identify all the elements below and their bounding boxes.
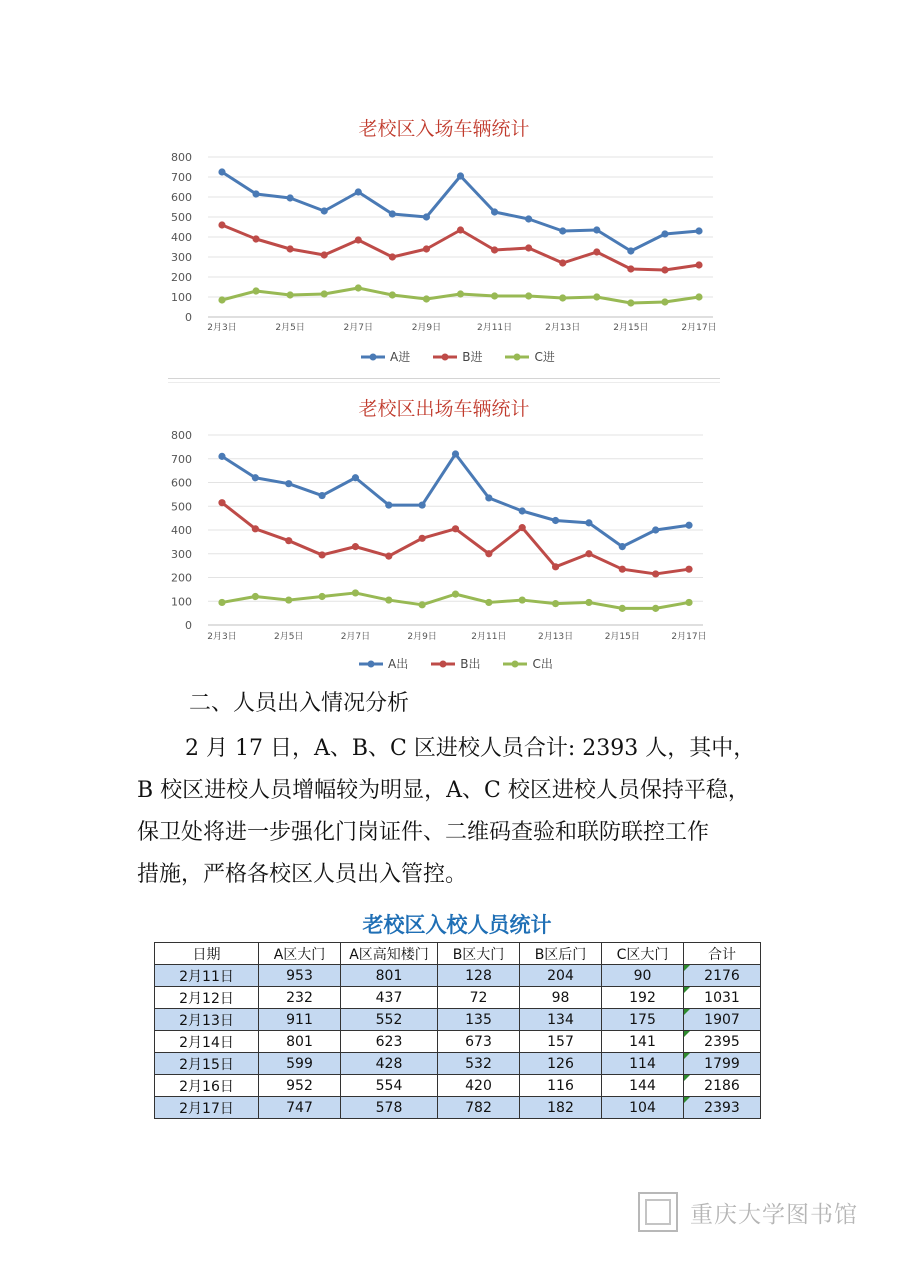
data-point: [385, 596, 392, 603]
legend-item: [430, 655, 480, 672]
data-point: [321, 207, 328, 214]
column-header: 日期: [155, 943, 259, 965]
table-row: [155, 987, 761, 1009]
total-cell: 1907: [684, 1009, 761, 1031]
data-point: [619, 605, 626, 612]
data-point: [685, 566, 692, 573]
count-cell: 175: [602, 1009, 684, 1031]
x-tick-label: 2月17日: [681, 323, 717, 333]
x-tick-label: 2月7日: [340, 632, 371, 642]
data-point: [485, 494, 492, 501]
data-point: [252, 235, 259, 242]
data-point: [423, 295, 430, 302]
x-tick-label: 2月9日: [411, 323, 442, 333]
count-cell: 141: [602, 1031, 684, 1053]
y-tick-label: 200: [171, 571, 192, 585]
data-point: [389, 210, 396, 217]
column-header: A区高知楼门: [341, 943, 438, 965]
column-header: 合计: [684, 943, 761, 965]
count-cell: 782: [438, 1097, 520, 1119]
data-point: [252, 525, 259, 532]
count-cell: 420: [438, 1075, 520, 1097]
data-point: [423, 245, 430, 252]
paragraph-line: 2 月 17 日，A、B、C 区进校人员合计: 2393 人，其中，: [185, 736, 756, 761]
data-point: [685, 599, 692, 606]
count-cell: 90: [602, 965, 684, 987]
y-tick-label: 300: [171, 251, 192, 264]
data-point: [419, 501, 426, 508]
data-point: [485, 599, 492, 606]
data-point: [287, 291, 294, 298]
data-point: [389, 291, 396, 298]
data-point: [352, 543, 359, 550]
data-point: [695, 293, 702, 300]
count-cell: 801: [341, 965, 438, 987]
count-cell: 72: [438, 987, 520, 1009]
data-point: [661, 298, 668, 305]
count-cell: 128: [438, 965, 520, 987]
legend-marker: [504, 352, 530, 362]
y-tick-label: 400: [171, 524, 192, 537]
data-point: [218, 168, 225, 175]
data-point: [452, 450, 459, 457]
count-cell: 134: [520, 1009, 602, 1031]
data-point: [218, 453, 225, 460]
table-row: [155, 1009, 761, 1031]
data-point: [685, 522, 692, 529]
y-tick-label: 500: [171, 211, 192, 224]
table-row: [155, 1053, 761, 1075]
table-row: [155, 965, 761, 987]
x-tick-label: 2月15日: [613, 323, 649, 333]
data-point: [321, 290, 328, 297]
data-point: [321, 251, 328, 258]
count-cell: 532: [438, 1053, 520, 1075]
chart-title: 老校区出场车辆统计: [358, 398, 530, 420]
data-point: [593, 248, 600, 255]
chart-legend: [358, 655, 553, 672]
data-point: [627, 265, 634, 272]
date-cell: 2月16日: [155, 1075, 259, 1097]
total-cell: 2176: [684, 965, 761, 987]
count-cell: 953: [259, 965, 341, 987]
x-tick-label: 2月3日: [207, 632, 237, 642]
data-point: [559, 227, 566, 234]
data-point: [218, 499, 225, 506]
exit-vehicle-chart: [168, 388, 720, 678]
legend-item: [358, 655, 408, 672]
chart-plot: [168, 422, 720, 677]
library-seal-icon: [638, 1192, 678, 1232]
y-tick-label: 800: [171, 151, 192, 164]
count-cell: 114: [602, 1053, 684, 1075]
count-cell: 428: [341, 1053, 438, 1075]
count-cell: 552: [341, 1009, 438, 1031]
count-cell: 104: [602, 1097, 684, 1119]
data-point: [419, 535, 426, 542]
legend-marker: [432, 352, 458, 362]
total-cell: 2393: [684, 1097, 761, 1119]
legend-label: C进: [534, 350, 555, 364]
data-point: [218, 599, 225, 606]
data-point: [218, 296, 225, 303]
count-cell: 126: [520, 1053, 602, 1075]
count-cell: 801: [259, 1031, 341, 1053]
data-point: [389, 253, 396, 260]
data-point: [661, 230, 668, 237]
count-cell: 673: [438, 1031, 520, 1053]
data-point: [252, 474, 259, 481]
date-cell: 2月15日: [155, 1053, 259, 1075]
chart-title: 老校区入场车辆统计: [358, 118, 530, 140]
data-point: [285, 537, 292, 544]
data-point: [491, 208, 498, 215]
date-cell: 2月11日: [155, 965, 259, 987]
y-tick-label: 700: [171, 452, 192, 466]
data-point: [552, 600, 559, 607]
x-tick-label: 2月9日: [407, 632, 437, 642]
data-point: [287, 194, 294, 201]
date-cell: 2月12日: [155, 987, 259, 1009]
library-logo: [638, 1192, 858, 1232]
data-point: [423, 213, 430, 220]
x-tick-label: 2月13日: [545, 323, 581, 333]
data-point: [593, 293, 600, 300]
data-point: [385, 553, 392, 560]
paragraph-line: B 校区进校人员增幅较为明显，A、C 校区进校人员保持平稳，: [137, 778, 750, 803]
data-point: [252, 593, 259, 600]
logo-text: 重庆大学图书馆: [690, 1201, 858, 1228]
data-point: [352, 589, 359, 596]
data-point: [252, 287, 259, 294]
data-point: [525, 215, 532, 222]
table-row: [155, 1097, 761, 1119]
data-point: [585, 550, 592, 557]
legend-marker: [430, 659, 456, 669]
section-heading: 二、人员出入情况分析: [189, 691, 410, 716]
series-line: [222, 503, 689, 574]
data-point: [385, 501, 392, 508]
data-point: [552, 563, 559, 570]
count-cell: 98: [520, 987, 602, 1009]
count-cell: 157: [520, 1031, 602, 1053]
legend-marker: [502, 659, 528, 669]
data-point: [652, 605, 659, 612]
data-point: [452, 525, 459, 532]
data-point: [652, 570, 659, 577]
count-cell: 116: [520, 1075, 602, 1097]
data-point: [619, 543, 626, 550]
y-tick-label: 0: [185, 619, 192, 632]
count-cell: 578: [341, 1097, 438, 1119]
data-point: [218, 221, 225, 228]
count-cell: 952: [259, 1075, 341, 1097]
x-tick-label: 2月5日: [275, 323, 305, 333]
data-point: [457, 172, 464, 179]
count-cell: 232: [259, 987, 341, 1009]
legend-item: [504, 348, 554, 365]
data-point: [285, 480, 292, 487]
table-title: 老校区入校人员统计: [362, 913, 552, 937]
data-point: [627, 299, 634, 306]
count-cell: 204: [520, 965, 602, 987]
x-tick-label: 2月15日: [604, 632, 640, 642]
data-point: [352, 474, 359, 481]
data-point: [652, 526, 659, 533]
data-point: [661, 266, 668, 273]
analysis-paragraph: [137, 728, 787, 896]
legend-label: B进: [462, 350, 483, 364]
personnel-grid: [154, 942, 761, 1119]
y-tick-label: 800: [171, 429, 192, 442]
legend-item: [360, 348, 410, 365]
count-cell: 911: [259, 1009, 341, 1031]
y-tick-label: 0: [185, 311, 192, 324]
data-point: [619, 566, 626, 573]
y-tick-label: 700: [171, 171, 192, 184]
data-point: [287, 245, 294, 252]
y-tick-label: 100: [171, 291, 192, 304]
table-row: [155, 1075, 761, 1097]
data-point: [318, 492, 325, 499]
data-point: [552, 517, 559, 524]
legend-marker: [358, 659, 384, 669]
data-point: [559, 294, 566, 301]
column-header: A区大门: [259, 943, 341, 965]
data-point: [419, 601, 426, 608]
x-tick-label: 2月5日: [273, 632, 304, 642]
x-tick-label: 2月7日: [343, 323, 374, 333]
count-cell: 554: [341, 1075, 438, 1097]
legend-marker: [360, 352, 386, 362]
legend-label: B出: [460, 657, 481, 671]
count-cell: 182: [520, 1097, 602, 1119]
data-point: [491, 246, 498, 253]
data-point: [457, 226, 464, 233]
count-cell: 623: [341, 1031, 438, 1053]
x-tick-label: 2月17日: [671, 632, 707, 642]
data-point: [695, 261, 702, 268]
data-point: [457, 290, 464, 297]
table-header-row: [155, 943, 761, 965]
data-point: [318, 593, 325, 600]
y-tick-label: 400: [171, 231, 192, 244]
data-point: [355, 188, 362, 195]
legend-label: C出: [532, 657, 553, 671]
data-point: [627, 247, 634, 254]
data-point: [355, 284, 362, 291]
count-cell: 747: [259, 1097, 341, 1119]
column-header: B区大门: [438, 943, 520, 965]
count-cell: 135: [438, 1009, 520, 1031]
data-point: [519, 507, 526, 514]
total-cell: 1799: [684, 1053, 761, 1075]
y-tick-label: 600: [171, 191, 192, 204]
paragraph-line: 措施，严格各校区人员出入管控。: [137, 862, 468, 887]
count-cell: 192: [602, 987, 684, 1009]
legend-item: [432, 348, 482, 365]
x-tick-label: 2月13日: [537, 632, 574, 642]
data-point: [252, 190, 259, 197]
date-cell: 2月17日: [155, 1097, 259, 1119]
legend-label: A进: [390, 350, 411, 364]
data-point: [585, 519, 592, 526]
total-cell: 2186: [684, 1075, 761, 1097]
data-point: [355, 236, 362, 243]
series-line: [222, 172, 699, 251]
data-point: [695, 227, 702, 234]
data-point: [593, 226, 600, 233]
date-cell: 2月14日: [155, 1031, 259, 1053]
series-line: [222, 454, 689, 547]
y-tick-label: 200: [171, 271, 192, 284]
data-point: [285, 596, 292, 603]
y-tick-label: 100: [171, 595, 192, 609]
x-tick-label: 2月11日: [471, 632, 507, 642]
entry-vehicle-chart: [168, 110, 720, 375]
data-point: [519, 596, 526, 603]
count-cell: 437: [341, 987, 438, 1009]
table-row: [155, 1031, 761, 1053]
personnel-table: [154, 908, 760, 1119]
data-point: [452, 591, 459, 598]
paragraph-line: 保卫处将进一步强化门岗证件、二维码查验和联防联控工作: [137, 820, 710, 845]
legend-label: A出: [388, 657, 409, 671]
column-header: C区大门: [602, 943, 684, 965]
data-point: [525, 292, 532, 299]
data-point: [559, 259, 566, 266]
legend-item: [502, 655, 552, 672]
chart-plot: [168, 140, 720, 375]
x-tick-label: 2月3日: [207, 323, 237, 333]
chart-legend: [360, 348, 555, 365]
y-tick-label: 300: [171, 547, 192, 561]
data-point: [318, 551, 325, 558]
y-tick-label: 500: [171, 500, 192, 514]
count-cell: 144: [602, 1075, 684, 1097]
date-cell: 2月13日: [155, 1009, 259, 1031]
x-tick-label: 2月11日: [476, 323, 513, 333]
data-point: [525, 244, 532, 251]
data-point: [585, 599, 592, 606]
total-cell: 1031: [684, 987, 761, 1009]
count-cell: 599: [259, 1053, 341, 1075]
chart-divider: [168, 378, 720, 383]
column-header: B区后门: [520, 943, 602, 965]
data-point: [491, 292, 498, 299]
data-point: [485, 550, 492, 557]
data-point: [519, 524, 526, 531]
y-tick-label: 600: [171, 476, 192, 490]
total-cell: 2395: [684, 1031, 761, 1053]
